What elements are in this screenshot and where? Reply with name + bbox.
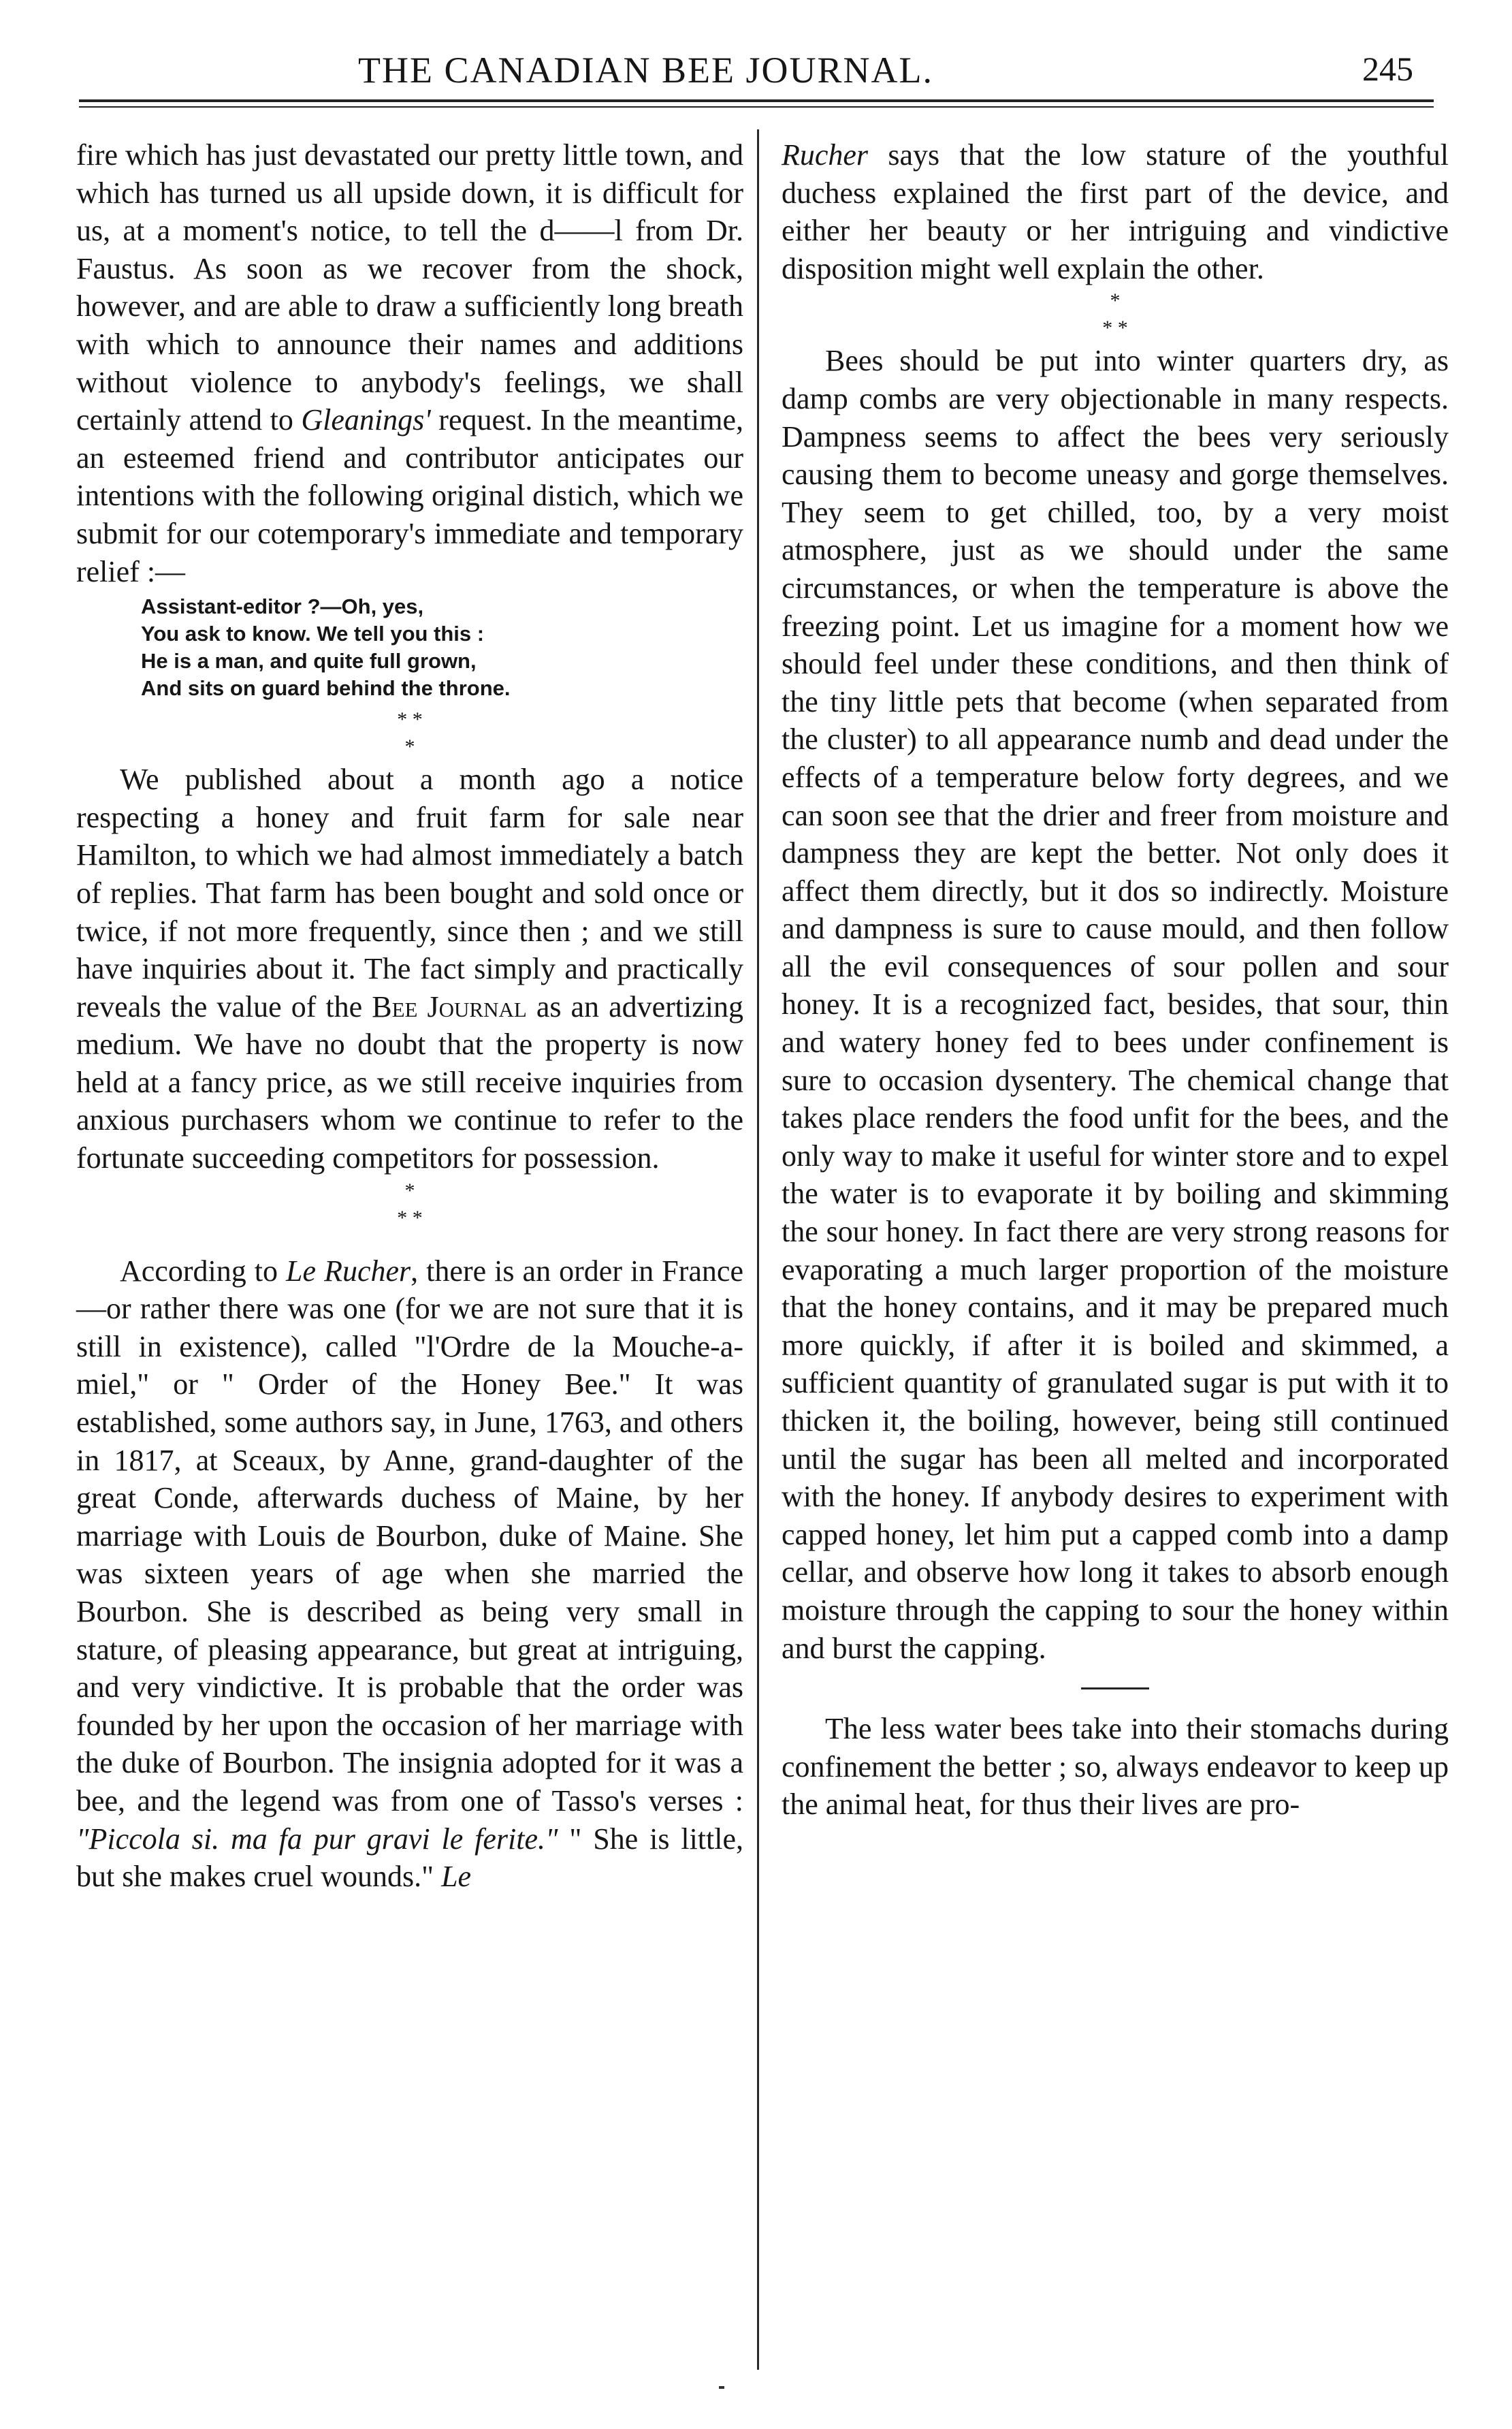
running-header	[79, 49, 1434, 104]
poem-line: He is a man, and quite full grown,	[141, 649, 477, 673]
poem-line: Assistant-editor ?—Oh, yes,	[141, 594, 424, 619]
page-number: 245	[1362, 50, 1413, 88]
section-separator	[1081, 1687, 1149, 1689]
paragraph-order: According to Le Rucher, there is an order in France—or rather there was one (for we are not sure that it is still in existence), called "l'Ordre de la Mouche-a-miel," or " Order of the Honey Bee." It was established, some authors say, in June, 1763, and others in 1817, at Sceaux, by Anne, grand-daughter of the great Conde, afterwards duchess of Maine, by her marriage with Louis de Bourbon, duke of Maine. She was sixteen years of age when she married the Bourbon. She is described as being very small in stature, of pleasing appearance, but great at intriguing, and very vindictive. It is probable that the order was founded by her upon the occasion of her marriage with the duke of Bourbon. The insignia adopted for it was a bee, and the legend was from one of Tasso's verses : "Piccola si. ma fa pur gravi le ferite." " She is little, but she makes cruel wounds." Le	[76, 1254, 744, 1894]
poem-line: You ask to know. We tell you this :	[141, 622, 485, 646]
paragraph-winter-quarters: Bees should be put into winter quarters dry, as damp combs are very objectionable in many respects. Dampness seems to affect the bees very seriously causing them to become uneasy and gorge themselves. They seem to get chilled, too, by a very moist atmosphere, just as we should under the same circumstances, or when the temperature is above the freezing point. Let us imagine for a moment how we should feel under these conditions, and then think of the tiny little pets that become (when separated from the cluster) to all appearance numb and dead under the effects of a temperature below forty degrees, and we can soon see that the drier and freer from moisture and dampness they are kept the better. Not only does it affect them directly, but it dos so indirectly. Moisture and dampness is sure to cause mould, and then follow all the evil consequences of sour pollen and sour honey. It is a recognized fact, besides, that sour, thin and watery honey fed to bees under confinement is sure to occasion dysentery. The chemical change that takes place renders the food unfit for the bees, and the only way to make it useful for winter store and to expel the water is to evaporate it by boiling and skimming the sour honey. In fact there are very strong reasons for evaporating a much larger proportion of the moisture that the honey contains, and it may be prepared much more quickly, if after it is boiled and skimmed, a sufficient quantity of granulated sugar is put with it to thicken it, the boiling, however, being still continued until the sugar has been all melted and incorporated with the honey. If anybody desires to experiment with capped honey, let him put a capped comb into a damp cellar, and observe how long it takes to absorb enough moisture through the capping to sour the honey within and burst the capping.	[782, 344, 1449, 1665]
header-rule-thin	[79, 106, 1434, 108]
column-divider	[757, 129, 759, 2370]
paragraph-farm: We published about a month ago a notice respecting a honey and fruit farm for sale near Hamilton, to which we had almost immediately a batch of replies. That farm has been bought and sold once or twice, if not more frequently, since then ; and we still have inquiries about it. The fact simply and practically reveals the value of the Bee Journal as an advertizing medium. We have no doubt that the property is now held at a fancy price, as we still receive inquiries from anxious purchasers whom we continue to refer to the fortunate succeeding competitors for possession.	[76, 763, 743, 1175]
right-column	[782, 136, 1449, 1824]
poem-line: And sits on guard behind the throne.	[141, 676, 511, 701]
left-column	[76, 136, 743, 1896]
header-rule-thick	[79, 99, 1434, 102]
paragraph-less-water: The less water bees take into their stomachs during confinement the better ; so, always endeavor to keep up the animal heat, for thus their lives are pro-	[782, 1712, 1449, 1822]
journal-title: THE CANADIAN BEE JOURNAL.	[358, 50, 933, 91]
section-stars: * * *	[397, 1179, 423, 1229]
section-stars: * * *	[397, 708, 423, 759]
footer-mark	[719, 2386, 724, 2389]
paragraph-rucher: Rucher says that the low stature of the youthful duchess explained the first part of the device, and either her beauty or her intriguing and vindictive disposition might well explain the other.	[782, 138, 1449, 285]
paragraph-fire: fire which has just devastated our pretty little town, and which has turned us all upside down, it is difficult for us, at a moment's notice, to tell the d——l from Dr. Faustus. As soon as we recover from the shock, however, and are able to draw a sufficiently long breath with which to announce their names and additions without violence to anybody's feelings, we shall certainly attend to Gleanings' request. In the meantime, an esteemed friend and contributor anticipates our intentions with the following original distich, which we submit for our cotemporary's immediate and temporary relief :—	[76, 138, 743, 588]
section-stars: * * *	[1102, 289, 1128, 340]
distich-poem	[76, 593, 743, 702]
